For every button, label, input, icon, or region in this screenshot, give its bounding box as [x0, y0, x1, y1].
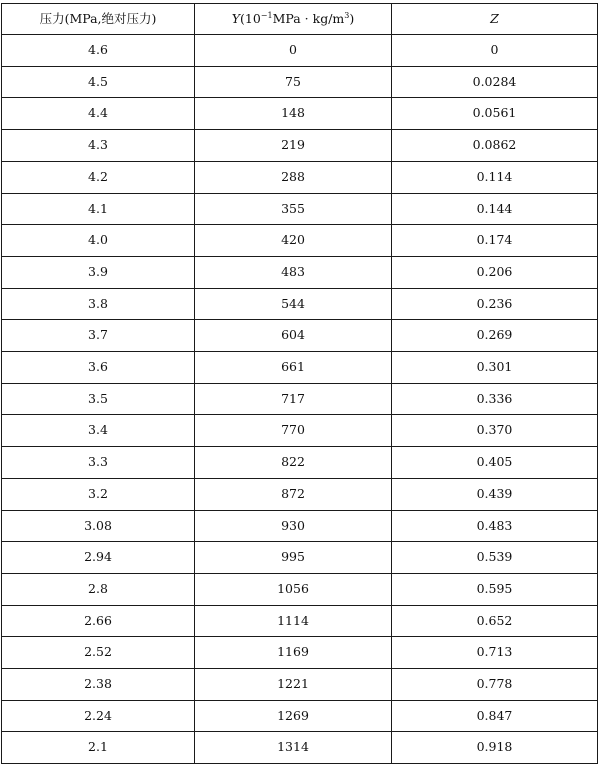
z-cell: 0.595 [392, 573, 598, 605]
z-cell: 0.114 [392, 161, 598, 193]
table-row [2, 415, 598, 447]
z-cell: 0.483 [392, 510, 598, 542]
y-cell: 1221 [195, 669, 392, 701]
z-cell: 0.0862 [392, 130, 598, 162]
pressure-cell: 3.08 [2, 510, 195, 542]
table-row [2, 573, 598, 605]
z-cell: 0.370 [392, 415, 598, 447]
y-cell: 148 [195, 98, 392, 130]
pressure-cell: 4.2 [2, 161, 195, 193]
table-row [2, 542, 598, 574]
pressure-cell: 3.8 [2, 288, 195, 320]
table-row [2, 383, 598, 415]
y-cell: 420 [195, 225, 392, 257]
header-y-exp1: −1 [260, 11, 273, 20]
table-row [2, 35, 598, 67]
y-cell: 770 [195, 415, 392, 447]
z-cell: 0.847 [392, 700, 598, 732]
pressure-cell: 3.3 [2, 447, 195, 479]
header-y-unit-suffix: ) [349, 11, 355, 26]
table-row [2, 256, 598, 288]
table-row [2, 605, 598, 637]
y-cell: 288 [195, 161, 392, 193]
pressure-data-table [1, 3, 598, 764]
z-cell: 0.918 [392, 732, 598, 764]
z-cell: 0.0284 [392, 66, 598, 98]
pressure-cell: 2.66 [2, 605, 195, 637]
y-cell: 604 [195, 320, 392, 352]
header-y-unit-prefix: (10 [240, 11, 261, 26]
header-y [195, 4, 392, 35]
pressure-cell: 3.9 [2, 256, 195, 288]
z-cell: 0.405 [392, 447, 598, 479]
header-pressure-label: 压力(MPa,绝对压力) [39, 11, 157, 26]
z-cell: 0.539 [392, 542, 598, 574]
y-cell: 1314 [195, 732, 392, 764]
pressure-cell: 3.4 [2, 415, 195, 447]
header-y-symbol: Y [231, 11, 240, 26]
z-cell: 0.206 [392, 256, 598, 288]
pressure-cell: 3.2 [2, 478, 195, 510]
y-cell: 661 [195, 352, 392, 384]
pressure-cell: 4.1 [2, 193, 195, 225]
z-cell: 0.236 [392, 288, 598, 320]
z-cell: 0.336 [392, 383, 598, 415]
pressure-cell: 4.3 [2, 130, 195, 162]
z-cell: 0.652 [392, 605, 598, 637]
table-row [2, 320, 598, 352]
table-row [2, 193, 598, 225]
table-row [2, 447, 598, 479]
z-cell: 0.269 [392, 320, 598, 352]
pressure-cell: 3.7 [2, 320, 195, 352]
z-cell: 0 [392, 35, 598, 67]
header-z [392, 4, 598, 35]
table-row [2, 288, 598, 320]
z-cell: 0.174 [392, 225, 598, 257]
header-y-unit-mid: MPa · kg/m [272, 11, 345, 26]
z-cell: 0.778 [392, 669, 598, 701]
y-cell: 219 [195, 130, 392, 162]
y-cell: 355 [195, 193, 392, 225]
y-cell: 1169 [195, 637, 392, 669]
pressure-cell: 2.38 [2, 669, 195, 701]
pressure-cell: 2.94 [2, 542, 195, 574]
y-cell: 995 [195, 542, 392, 574]
y-cell: 544 [195, 288, 392, 320]
y-cell: 717 [195, 383, 392, 415]
table-row [2, 637, 598, 669]
table-row [2, 130, 598, 162]
pressure-cell: 2.1 [2, 732, 195, 764]
z-cell: 0.301 [392, 352, 598, 384]
y-cell: 930 [195, 510, 392, 542]
pressure-cell: 2.8 [2, 573, 195, 605]
pressure-cell: 3.5 [2, 383, 195, 415]
table-row [2, 478, 598, 510]
y-cell: 483 [195, 256, 392, 288]
table-row [2, 669, 598, 701]
header-row [2, 4, 598, 35]
table-row [2, 510, 598, 542]
pressure-cell: 3.6 [2, 352, 195, 384]
y-cell: 0 [195, 35, 392, 67]
header-y-exp2: 3 [344, 11, 350, 20]
y-cell: 872 [195, 478, 392, 510]
y-cell: 822 [195, 447, 392, 479]
pressure-cell: 4.6 [2, 35, 195, 67]
table-row [2, 66, 598, 98]
header-pressure [2, 4, 195, 35]
pressure-cell: 4.5 [2, 66, 195, 98]
table-body [2, 35, 598, 764]
table-row [2, 98, 598, 130]
pressure-cell: 2.24 [2, 700, 195, 732]
y-cell: 1114 [195, 605, 392, 637]
table-row [2, 225, 598, 257]
pressure-cell: 2.52 [2, 637, 195, 669]
z-cell: 0.439 [392, 478, 598, 510]
pressure-cell: 4.4 [2, 98, 195, 130]
pressure-cell: 4.0 [2, 225, 195, 257]
z-cell: 0.713 [392, 637, 598, 669]
z-cell: 0.0561 [392, 98, 598, 130]
y-cell: 1269 [195, 700, 392, 732]
table-row [2, 352, 598, 384]
y-cell: 1056 [195, 573, 392, 605]
header-z-label: Z [490, 11, 499, 26]
table-row [2, 732, 598, 764]
table-row [2, 161, 598, 193]
y-cell: 75 [195, 66, 392, 98]
table-row [2, 700, 598, 732]
z-cell: 0.144 [392, 193, 598, 225]
